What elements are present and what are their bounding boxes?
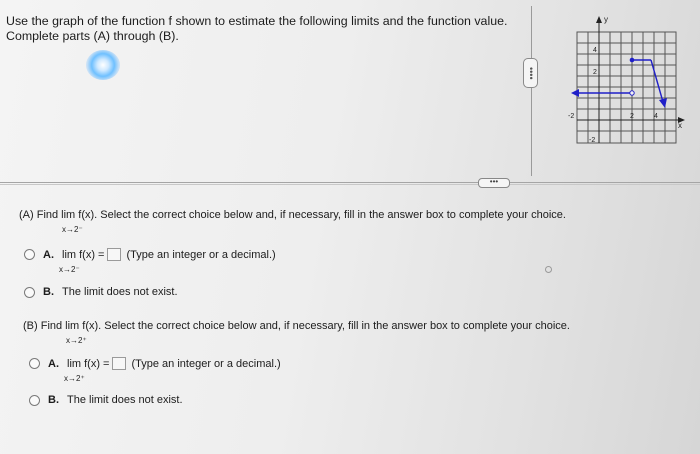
part-a-question: (A) Find lim f(x). Select the correct choice below and, if necessary, fill in the answer box to complete your choice.: [19, 209, 566, 221]
choice-letter: B.: [48, 394, 59, 406]
answer-hint: (Type an integer or a decimal.): [126, 248, 276, 261]
open-point: [630, 91, 634, 95]
part-a-choice-b-radio[interactable]: [24, 287, 35, 298]
part-a-choice-a-subscript: x→2⁻: [59, 265, 80, 274]
answer-hint: (Type an integer or a decimal.): [131, 357, 281, 370]
choice-letter: A.: [48, 357, 59, 370]
left-arrow-head: [571, 89, 579, 97]
problem-prompt: [6, 14, 507, 44]
part-b-choice-a-radio[interactable]: [29, 358, 40, 369]
prompt-line-1: Use the graph of the function f shown to estimate the following limits and the function value.: [6, 14, 508, 28]
vertical-divider: [531, 6, 532, 176]
closed-point: [630, 58, 635, 63]
y-axis-arrow: [596, 16, 602, 23]
section-divider-shadow: [0, 184, 700, 185]
tick-label-x2: 2: [630, 113, 634, 120]
timer-icon: [545, 266, 552, 273]
choice-letter: B.: [43, 286, 54, 298]
tick-label-x4: 4: [654, 113, 658, 120]
part-a-answer-box[interactable]: [107, 248, 121, 261]
tick-label-x-neg2: -2: [568, 113, 575, 120]
tick-label-y4: 4: [593, 47, 597, 54]
part-b-question: (B) Find lim f(x). Select the correct choice below and, if necessary, fill in the answer box to complete your choice.: [23, 320, 570, 332]
section-divider: [0, 182, 700, 183]
choice-text: The limit does not exist.: [67, 394, 183, 406]
part-a-choice-b[interactable]: [24, 286, 178, 298]
y-axis-label: y: [604, 15, 608, 24]
right-arrow-head: [659, 98, 667, 108]
part-a-choice-a[interactable]: [24, 248, 276, 261]
tick-label-y-neg2: -2: [589, 137, 596, 144]
panel-resize-button[interactable]: ••••: [523, 58, 538, 88]
part-a-choice-a-radio[interactable]: [24, 249, 35, 260]
part-b-choice-b[interactable]: [29, 394, 183, 406]
part-b-limit-subscript: x→2⁺: [66, 336, 87, 345]
limit-expression: lim f(x) =: [62, 248, 105, 261]
limit-expression: lim f(x) =: [67, 357, 110, 370]
part-b-choice-a-subscript: x→2⁺: [64, 374, 85, 383]
x-axis-label: x: [678, 121, 682, 130]
part-b-choice-a[interactable]: [29, 357, 281, 370]
expand-more-button[interactable]: •••: [478, 178, 510, 188]
cursor-glow: [86, 50, 120, 80]
graph-grid: [577, 32, 676, 143]
choice-text: The limit does not exist.: [62, 286, 178, 298]
part-a-limit-subscript: x→2⁻: [62, 225, 83, 234]
part-b-choice-b-radio[interactable]: [29, 395, 40, 406]
tick-label-y2: 2: [593, 69, 597, 76]
part-b-answer-box[interactable]: [112, 357, 126, 370]
choice-letter: A.: [43, 248, 54, 261]
prompt-line-2: Complete parts (A) through (B).: [6, 29, 179, 43]
function-graph: [566, 14, 686, 146]
